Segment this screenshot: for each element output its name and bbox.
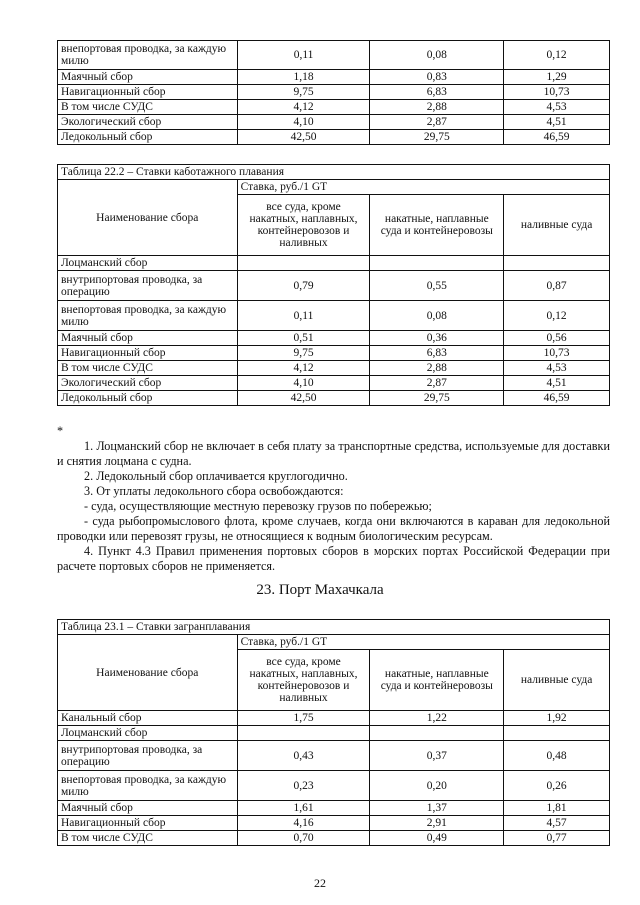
fee-name: Маячный сбор	[58, 70, 238, 85]
rate-value: 42,50	[237, 130, 370, 145]
rate-value: 4,10	[237, 376, 370, 391]
rate-value: 0,20	[370, 771, 504, 801]
rate-value: 4,10	[237, 115, 370, 130]
note-2: 2. Ледокольный сбор оплачивается круглогодично.	[84, 469, 348, 483]
rate-value: 0,83	[370, 70, 504, 85]
rate-value: 4,57	[504, 816, 610, 831]
header-fee-name: Наименование сбора	[58, 635, 238, 711]
fee-name: Экологический сбор	[58, 115, 238, 130]
fee-name: Навигационный сбор	[58, 816, 238, 831]
rate-value: 0,26	[504, 771, 610, 801]
rate-value: 1,92	[504, 711, 610, 726]
rate-value: 1,18	[237, 70, 370, 85]
rate-value: 0,23	[237, 771, 370, 801]
rate-value: 4,51	[504, 376, 610, 391]
fee-name: внутрипортовая проводка, за операцию	[58, 271, 238, 301]
rate-value: 0,37	[370, 741, 504, 771]
rate-value: 2,91	[370, 816, 504, 831]
fee-name: Маячный сбор	[58, 331, 238, 346]
header-col-tankers: наливные суда	[504, 195, 610, 256]
rate-value: 0,49	[370, 831, 504, 846]
table-row	[58, 741, 610, 771]
rate-value: 0,48	[504, 741, 610, 771]
rate-value: 6,83	[370, 346, 504, 361]
note-4: 4. Пункт 4.3 Правил применения портовых сборов в морских портах Российской Федерации при расчете портовых сборов не применяется.	[57, 544, 610, 573]
fee-name: Маячный сбор	[58, 801, 238, 816]
table-row	[58, 346, 610, 361]
rate-value: 0,56	[504, 331, 610, 346]
table-row	[58, 130, 610, 145]
note-1: 1. Лоцманский сбор не включает в себя плату за транспортные средства, используемые для доставки и снятия лоцмана с судна.	[57, 439, 610, 468]
note-3: 3. От уплаты ледокольного сбора освобождаются:	[84, 484, 344, 498]
rate-value: 0,11	[237, 41, 370, 70]
rate-value: 10,73	[504, 85, 610, 100]
table-row	[58, 361, 610, 376]
footnote-star: *	[57, 424, 64, 438]
rate-value: 4,53	[504, 361, 610, 376]
rate-value: 29,75	[370, 130, 504, 145]
rate-value: 46,59	[504, 130, 610, 145]
fee-name: внепортовая проводка, за каждую милю	[58, 301, 238, 331]
rate-value: 10,73	[504, 346, 610, 361]
fee-name: В том числе СУДС	[58, 100, 238, 115]
fee-name: Ледокольный сбор	[58, 130, 238, 145]
page-number: 22	[314, 876, 326, 890]
rate-value: 1,81	[504, 801, 610, 816]
rate-value: 1,29	[504, 70, 610, 85]
table-row	[58, 711, 610, 726]
rate-value: 0,87	[504, 271, 610, 301]
table-caption: Таблица 22.2 – Ставки каботажного плавания	[58, 165, 610, 180]
rate-value: 46,59	[504, 391, 610, 406]
rate-value: 2,87	[370, 115, 504, 130]
rate-value: 29,75	[370, 391, 504, 406]
rate-value: 4,12	[237, 100, 370, 115]
table-row	[58, 70, 610, 85]
table-row	[58, 301, 610, 331]
header-rate: Ставка, руб./1 GT	[237, 635, 609, 650]
header-col-roro: накатные, наплавные суда и контейнеровозы	[370, 650, 504, 711]
fee-name: внутрипортовая проводка, за операцию	[58, 741, 238, 771]
rate-value: 0,43	[237, 741, 370, 771]
table-22-1-continuation	[57, 40, 610, 145]
table-row	[58, 85, 610, 100]
rate-value: 9,75	[237, 346, 370, 361]
rate-value: 0,70	[237, 831, 370, 846]
table-row	[58, 115, 610, 130]
table-row	[58, 100, 610, 115]
rate-value: 0,08	[370, 301, 504, 331]
rate-value: 0,12	[504, 301, 610, 331]
rate-value: 0,11	[237, 301, 370, 331]
notes-block	[57, 424, 610, 574]
table-row	[58, 816, 610, 831]
table-row	[58, 391, 610, 406]
rate-value: 0,51	[237, 331, 370, 346]
fee-name: В том числе СУДС	[58, 361, 238, 376]
note-dash-2: - суда рыбопромыслового флота, кроме случаев, когда они включаются в караван для ледокольной проводки или перевозят грузы, не относящиеся к водным биологическим ресурсам.	[57, 514, 610, 543]
rate-value: 4,53	[504, 100, 610, 115]
rate-value: 1,22	[370, 711, 504, 726]
table-row	[58, 331, 610, 346]
rate-value: 9,75	[237, 85, 370, 100]
fee-name: Экологический сбор	[58, 376, 238, 391]
rate-value: 2,87	[370, 376, 504, 391]
fee-name: Навигационный сбор	[58, 346, 238, 361]
table-row	[58, 271, 610, 301]
rate-value: 0,36	[370, 331, 504, 346]
rate-value: 1,75	[237, 711, 370, 726]
rate-value: 2,88	[370, 361, 504, 376]
rate-value: 1,61	[237, 801, 370, 816]
section-heading: 23. Порт Махачкала	[256, 582, 384, 598]
rate-value: 42,50	[237, 391, 370, 406]
rate-value: 0,55	[370, 271, 504, 301]
table-row	[58, 376, 610, 391]
rate-value: 6,83	[370, 85, 504, 100]
rate-value: 1,37	[370, 801, 504, 816]
section-label: Лоцманский сбор	[58, 256, 238, 271]
table-row	[58, 771, 610, 801]
table-22-2	[57, 164, 610, 406]
header-rate: Ставка, руб./1 GT	[237, 180, 609, 195]
header-col-tankers: наливные суда	[504, 650, 610, 711]
table-row	[58, 801, 610, 816]
fee-name: В том числе СУДС	[58, 831, 238, 846]
table-row	[58, 41, 610, 70]
rate-value: 0,77	[504, 831, 610, 846]
table-row	[58, 831, 610, 846]
rate-value: 4,51	[504, 115, 610, 130]
header-col-all-vessels: все суда, кроме накатных, наплавных, контейнеровозов и наливных	[237, 195, 370, 256]
header-col-roro: накатные, наплавные суда и контейнеровозы	[370, 195, 504, 256]
fee-name: Ледокольный сбор	[58, 391, 238, 406]
header-fee-name: Наименование сбора	[58, 180, 238, 256]
fee-name: внепортовая проводка, за каждую милю	[58, 771, 238, 801]
rate-value: 0,79	[237, 271, 370, 301]
table-23-1	[57, 619, 610, 846]
fee-name: Канальный сбор	[58, 711, 238, 726]
header-col-all-vessels: все суда, кроме накатных, наплавных, контейнеровозов и наливных	[237, 650, 370, 711]
fee-name: Навигационный сбор	[58, 85, 238, 100]
rate-value: 4,12	[237, 361, 370, 376]
rate-value: 0,08	[370, 41, 504, 70]
table-caption: Таблица 23.1 – Ставки загранплавания	[58, 620, 610, 635]
fee-name: внепортовая проводка, за каждую милю	[58, 41, 238, 70]
note-dash-1: - суда, осуществляющие местную перевозку грузов по побережью;	[84, 499, 432, 513]
rate-value: 4,16	[237, 816, 370, 831]
section-label: Лоцманский сбор	[58, 726, 238, 741]
rate-value: 0,12	[504, 41, 610, 70]
rate-value: 2,88	[370, 100, 504, 115]
